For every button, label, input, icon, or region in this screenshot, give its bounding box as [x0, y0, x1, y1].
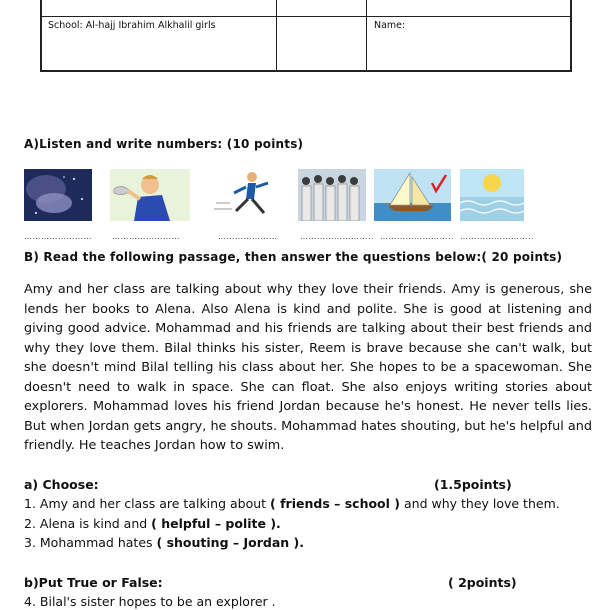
- answer-blank[interactable]: …………………: [218, 232, 278, 241]
- night-sky-picture: [24, 169, 92, 221]
- header-table: [40, 0, 572, 72]
- section-b-title: B) Read the following passage, then answer the questions below:( 20 points): [24, 250, 563, 264]
- school-label: School: Al-hajj Ibrahim Alkhalil girls: [48, 20, 216, 31]
- answer-blank[interactable]: ……………………..: [380, 232, 455, 241]
- group-of-people-picture: [298, 169, 366, 221]
- question-1-options[interactable]: ( friends – school ): [270, 496, 400, 511]
- section-a-title: A)Listen and write numbers: (10 points): [24, 137, 304, 151]
- true-false-title: b)Put True or False:: [24, 575, 163, 590]
- question-3-options[interactable]: ( shouting – Jordan ).: [156, 535, 304, 550]
- answer-blank[interactable]: ……………………: [112, 232, 180, 241]
- answer-blank[interactable]: ……………………: [24, 232, 92, 241]
- question-2-options[interactable]: ( helpful – polite ).: [151, 516, 281, 531]
- choose-points: (1.5points): [434, 477, 512, 492]
- boy-blowing-picture: [110, 169, 190, 221]
- reading-passage: Amy and her class are talking about why they love their friends. Amy is generous, she lends her books to Alena. Also Alena is kind and polite. She is good at listening and giving good advice. Mohammad and his friends are talking about their best friends and why they love them. Bilal thinks his sister, Reem is brave because she can't walk, but she doesn't mind Bilal telling his class about her. She hopes to be a spacewoman. She doesn't need to walk in space. She can float. She also enjoys writing stories about explorers. Mohammad loves his friend Jordan because he's honest. He never tells lies. But when Jordan gets angry, he shouts. Mohammad hates shouting, but he's helpful and friendly. He teaches Jordan how to swim.: [24, 282, 592, 453]
- name-label: Name:: [374, 20, 406, 31]
- question-1-rest: and why they love them.: [403, 496, 560, 511]
- table-divider: [42, 16, 570, 17]
- question-3: [24, 535, 304, 550]
- choose-title: a) Choose:: [24, 477, 99, 492]
- table-divider: [276, 0, 277, 70]
- table-divider: [366, 0, 367, 70]
- answer-blank[interactable]: ……………………..: [300, 232, 375, 241]
- sailboat-picture: [374, 169, 451, 221]
- question-2-text: 2. Alena is kind and: [24, 516, 148, 531]
- question-3-text: 3. Mohammad hates: [24, 535, 153, 550]
- question-2: [24, 516, 281, 531]
- question-1: [24, 496, 560, 511]
- answer-blank[interactable]: ……………………..: [460, 232, 535, 241]
- picture-row: [0, 169, 612, 223]
- true-false-points: ( 2points): [448, 575, 517, 590]
- question-4: 4. Bilal's sister hopes to be an explorer .: [24, 594, 276, 609]
- sun-over-sea-picture: [460, 169, 524, 221]
- question-1-text: 1. Amy and her class are talking about: [24, 496, 267, 511]
- running-boy-picture: [212, 169, 282, 221]
